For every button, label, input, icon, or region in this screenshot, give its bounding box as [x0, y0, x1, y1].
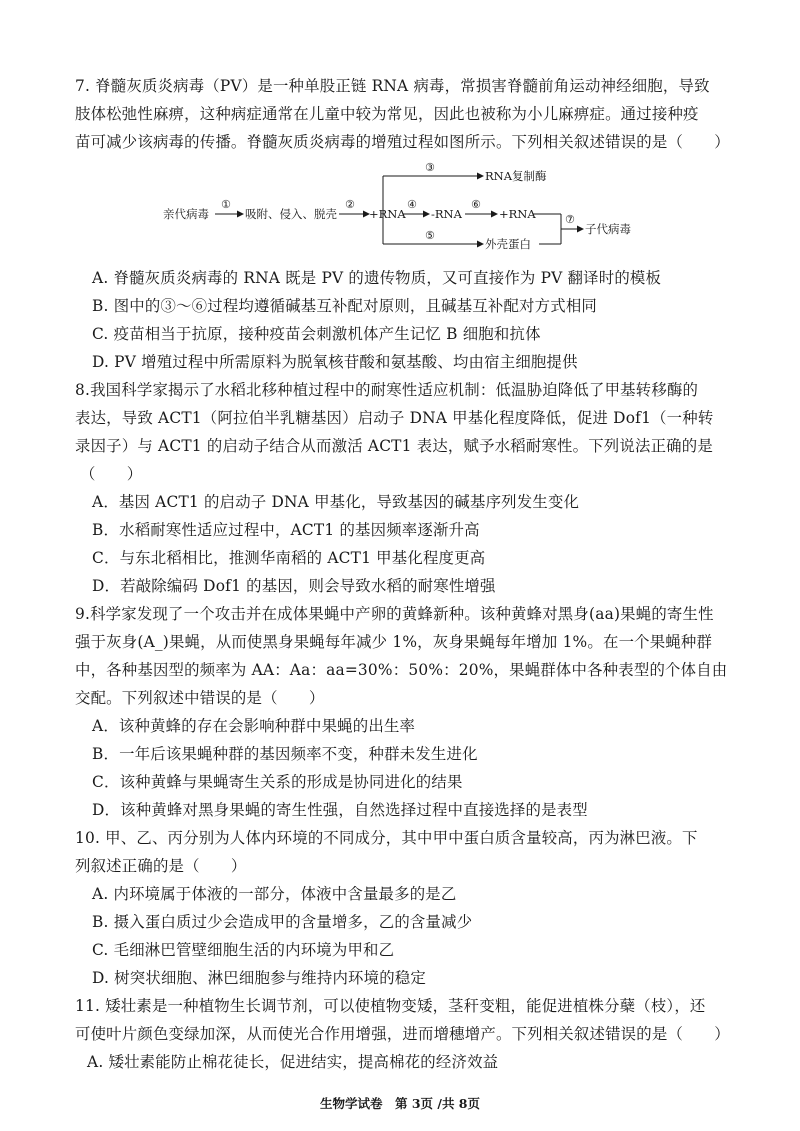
q8-stem-line-2: 表达，导致 ACT1（阿拉伯半乳糖基因）启动子 DNA 甲基化程度降低，促进 Dof1（一种转 [75, 409, 714, 427]
q11-stem-line-1: 11. 矮壮素是一种植物生长调节剂，可以使植物变矮，茎秆变粗，能促进植株分蘖（枝），还 [75, 997, 706, 1015]
q7-stem-line-3: 苗可减少该病毒的传播。脊髓灰质炎病毒的增殖过程如图所示。下列相关叙述错误的是（ ） [75, 133, 730, 151]
plus-rna-label: +RNA [369, 207, 406, 221]
q8-option-a: A．基因 ACT1 的启动子 DNA 甲基化，导致基因的碱基序列发生变化 [92, 493, 580, 511]
progeny-virus-label: 子代病毒 [585, 222, 631, 236]
q9-stem-line-2: 强于灰身(A_)果蝇，从而使黑身果蝇每年减少 1%，灰身果蝇每年增加 1%。在一个果蝇种群 [75, 633, 713, 651]
step-5-number: ⑤ [425, 229, 435, 242]
q8-stem-line-1: 8.我国科学家揭示了水稻北移种植过程中的耐寒性适应机制：低温胁迫降低了甲基转移酶的 [75, 381, 699, 399]
q7-stem-line-2: 肢体松弛性麻痹，这种病症通常在儿童中较为常见，因此也被称为小儿麻痹症。通过接种疫 [75, 105, 699, 123]
q7-stem-line-1: 7. 脊髓灰质炎病毒（PV）是一种单股正链 RNA 病毒，常损害脊髓前角运动神经细胞，导致 [75, 77, 710, 95]
q10-option-b: B. 摄入蛋白质过少会造成甲的含量增多，乙的含量减少 [92, 913, 473, 931]
q7-option-a: A. 脊髓灰质炎病毒的 RNA 既是 PV 的遗传物质，又可直接作为 PV 翻译时的模板 [92, 269, 662, 287]
q10-stem-line-1: 10. 甲、乙、丙分别为人体内环境的不同成分，其中甲中蛋白质含量较高，丙为淋巴液。下 [75, 829, 698, 847]
q9-option-c: C．该种黄蜂与果蝇寄生关系的形成是协同进化的结果 [92, 773, 463, 791]
q10-option-c: C. 毛细淋巴管壁细胞生活的内环境为甲和乙 [92, 941, 395, 959]
step-2-number: ② [345, 198, 355, 211]
q8-option-b: B．水稻耐寒性适应过程中，ACT1 的基因频率逐渐升高 [92, 521, 480, 539]
adsorb-invade-uncoat-label: 吸附、侵入、脱壳 [245, 207, 337, 221]
q8-option-d: D．若敲除编码 Dof1 的基因，则会导致水稻的耐寒性增强 [92, 577, 496, 595]
minus-rna-label: -RNA [431, 207, 462, 221]
q9-option-a: A．该种黄蜂的存在会影响种群中果蝇的出生率 [92, 717, 416, 735]
q10-option-d: D. 树突状细胞、淋巴细胞参与维持内环境的稳定 [92, 969, 426, 987]
q9-option-d: D．该种黄蜂对黑身果蝇的寄生性强，自然选择过程中直接选择的是表型 [92, 801, 588, 819]
q11-option-a: A. 矮壮素能防止棉花徒长，促进结实，提高棉花的经济效益 [87, 1053, 499, 1071]
q9-stem-line-1: 9.科学家发现了一个攻击并在成体果蝇中产卵的黄蜂新种。该种黄蜂对黑身(aa)果蝇的寄生性 [75, 605, 714, 623]
q9-stem-line-4: 交配。下列叙述中错误的是（ ） [75, 689, 325, 707]
rna-replicase-label: RNA复制酶 [485, 169, 547, 183]
step-1-number: ① [221, 198, 231, 211]
q7-option-c: C. 疫苗相当于抗原，接种疫苗会刺激机体产生记忆 B 细胞和抗体 [92, 325, 541, 343]
q9-option-b: B．一年后该果蝇种群的基因频率不变，种群未发生进化 [92, 745, 478, 763]
q11-stem-line-2: 可使叶片颜色变绿加深，从而使光合作用增强，进而增穗增产。下列相关叙述错误的是（ ） [75, 1025, 730, 1043]
step-6-number: ⑥ [471, 198, 481, 211]
q8-option-c: C．与东北稻相比，推测华南稻的 ACT1 甲基化程度更高 [92, 549, 486, 567]
parent-virus-label: 亲代病毒 [163, 207, 209, 221]
q8-stem-line-3: 录因子）与 ACT1 的启动子结合从而激活 ACT1 表达，赋予水稻耐寒性。下列说法正确的是 [75, 437, 713, 455]
q10-stem-line-2: 列叙述正确的是（ ） [75, 857, 247, 875]
step-3-number: ③ [425, 161, 435, 174]
plus-rna-2-label: +RNA [499, 207, 536, 221]
q7-option-d: D. PV 增殖过程中所需原料为脱氧核苷酸和氨基酸、均由宿主细胞提供 [92, 353, 578, 371]
q9-stem-line-3: 中，各种基因型的频率为 AA：Aa：aa=30%：50%：20%，果蝇群体中各种表型的个体自由 [75, 661, 728, 679]
virus-proliferation-diagram [163, 160, 633, 252]
page-footer: 生物学试卷 第 3页 /共 8页 [319, 1096, 481, 1111]
step-4-number: ④ [407, 198, 417, 211]
step-7-number: ⑦ [565, 213, 575, 226]
q7-option-b: B. 图中的③～⑥过程均遵循碱基互补配对原则，且碱基互补配对方式相同 [92, 297, 598, 315]
capsid-protein-label: 外壳蛋白 [485, 237, 531, 251]
q10-option-a: A. 内环境属于体液的一部分，体液中含量最多的是乙 [92, 885, 457, 903]
q8-stem-line-4: （ ） [80, 465, 143, 483]
